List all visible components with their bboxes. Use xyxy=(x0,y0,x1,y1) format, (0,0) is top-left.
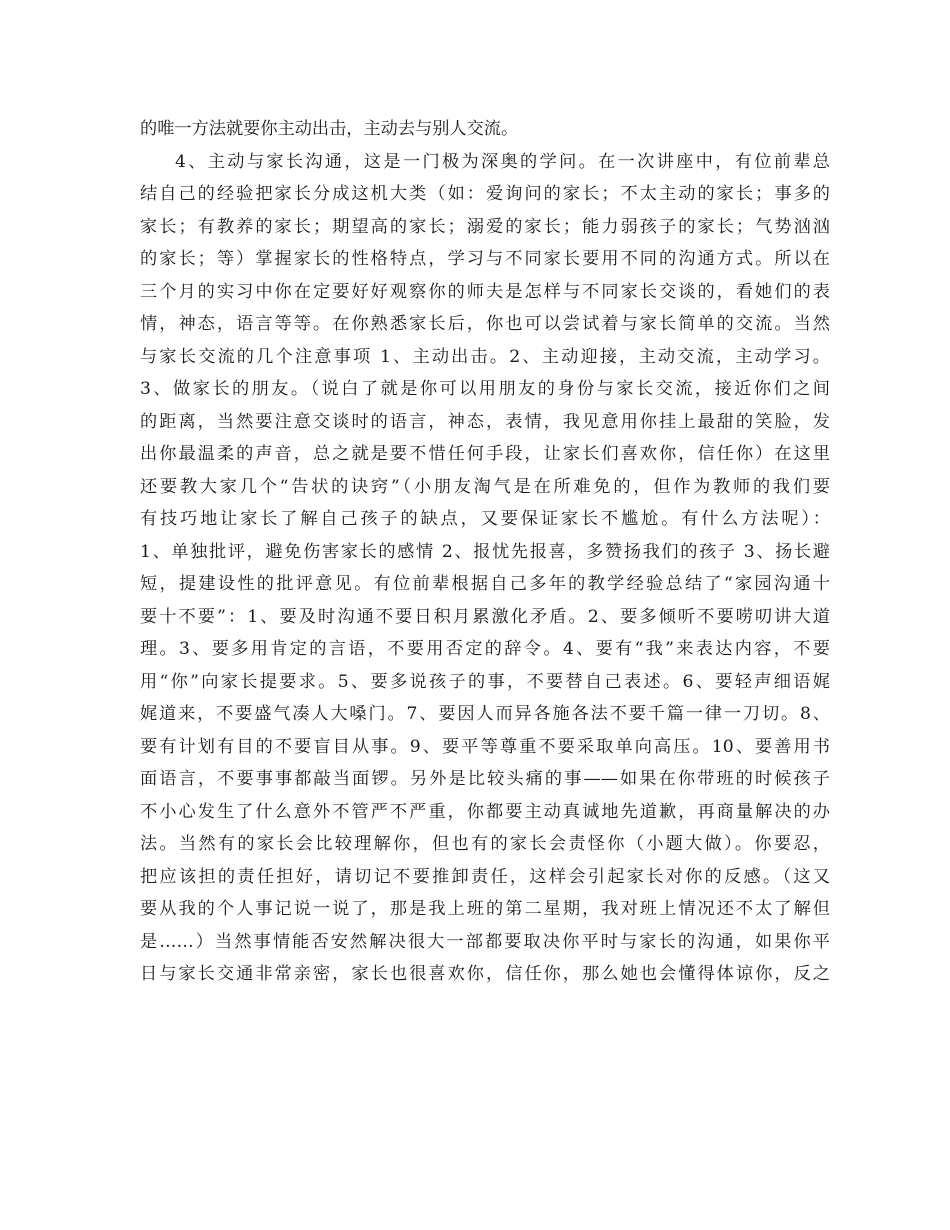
text-line: 用“你”向家长提要求。5、要多说孩子的事，不要替自己表述。6、要轻声细语娓 xyxy=(140,671,830,692)
text-line: 的距离，当然要注意交谈时的语言，神态，表情，我见意用你挂上最甜的笑脸，发 xyxy=(140,411,830,432)
text-line: 面语言，不要事事都敲当面锣。另外是比较头痛的事——如果在你带班的时候孩子 xyxy=(140,769,830,789)
text-line: 日与家长交通非常亲密，家长也很喜欢你，信任你，那么她也会懂得体谅你，反之 xyxy=(140,964,830,984)
text-line: 有技巧地让家长了解自己孩子的缺点，又要保证家长不尴尬。有什么方法呢）： xyxy=(140,509,830,529)
text-line: 与家长交流的几个注意事项 1、主动出击。2、主动迎接，主动交流，主动学习。 xyxy=(140,346,830,367)
text-line: 法。当然有的家长会比较理解你，但也有的家长会责怪你（小题大做）。你要忍， xyxy=(140,834,830,854)
text-line: 情，神态，语言等等。在你熟悉家长后，你也可以尝试着与家长简单的交流。当然 xyxy=(140,314,830,334)
text-line: 4、主动与家长沟通，这是一门极为深奥的学问。在一次讲座中，有位前辈总 xyxy=(175,151,830,172)
text-line: 3、做家长的朋友。（说白了就是你可以用朋友的身份与家长交流，接近你们之间 xyxy=(140,379,830,399)
text-line: 要从我的个人事记说一说了，那是我上班的第二星期，我对班上情况还不太了解但 xyxy=(140,899,830,919)
text-line: 把应该担的责任担好，请切记不要推卸责任，这样会引起家长对你的反感。（这又 xyxy=(140,866,830,887)
text-line: 还要教大家几个“告状的诀窍”（小朋友淘气是在所难免的，但作为教师的我们要 xyxy=(140,476,830,497)
text-line: 要有计划有目的不要盲目从事。9、要平等尊重不要采取单向高压。10、要善用书 xyxy=(140,736,830,757)
text-line: 结自己的经验把家长分成这机大类（如：爱询问的家长；不太主动的家长；事多的 xyxy=(140,184,830,204)
text-line: 三个月的实习中你在定要好好观察你的师夫是怎样与不同家长交谈的，看她们的表 xyxy=(140,281,830,302)
text-line: 理。3、要多用肯定的言语，不要用否定的辞令。4、要有“我”来表达内容，不要 xyxy=(140,639,830,659)
text-line: 是……）当然事情能否安然解决很大一部都要取决你平时与家长的沟通，如果你平 xyxy=(140,931,830,952)
text-line: 出你最温柔的声音，总之就是要不惜任何手段，让家长们喜欢你，信任你）在这里 xyxy=(140,444,830,464)
body-text xyxy=(140,113,830,991)
text-line: 的家长；等）掌握家长的性格特点，学习与不同家长要用不同的沟通方式。所以在 xyxy=(140,249,830,269)
text-line: 1、单独批评，避免伤害家长的感情 2、报忧先报喜，多赞扬我们的孩子 3、扬长避 xyxy=(140,541,830,562)
text-line: 娓道来，不要盛气凑人大嗓门。7、要因人而异各施各法不要千篇一律一刀切。8、 xyxy=(140,704,830,724)
text-line: 的唯一方法就要你主动出击，主动去与别人交流。 xyxy=(140,119,519,139)
text-line: 短，提建设性的批评意见。有位前辈根据自己多年的教学经验总结了“家园沟通十 xyxy=(140,574,830,594)
text-line: 要十不要”：1、要及时沟通不要日积月累激化矛盾。2、要多倾听不要唠叨讲大道 xyxy=(140,606,830,627)
text-line: 家长；有教养的家长；期望高的家长；溺爱的家长；能力弱孩子的家长；气势汹汹 xyxy=(140,216,830,237)
text-line: 不小心发生了什么意外不管严不严重，你都要主动真诚地先道歉，再商量解决的办 xyxy=(140,801,830,822)
